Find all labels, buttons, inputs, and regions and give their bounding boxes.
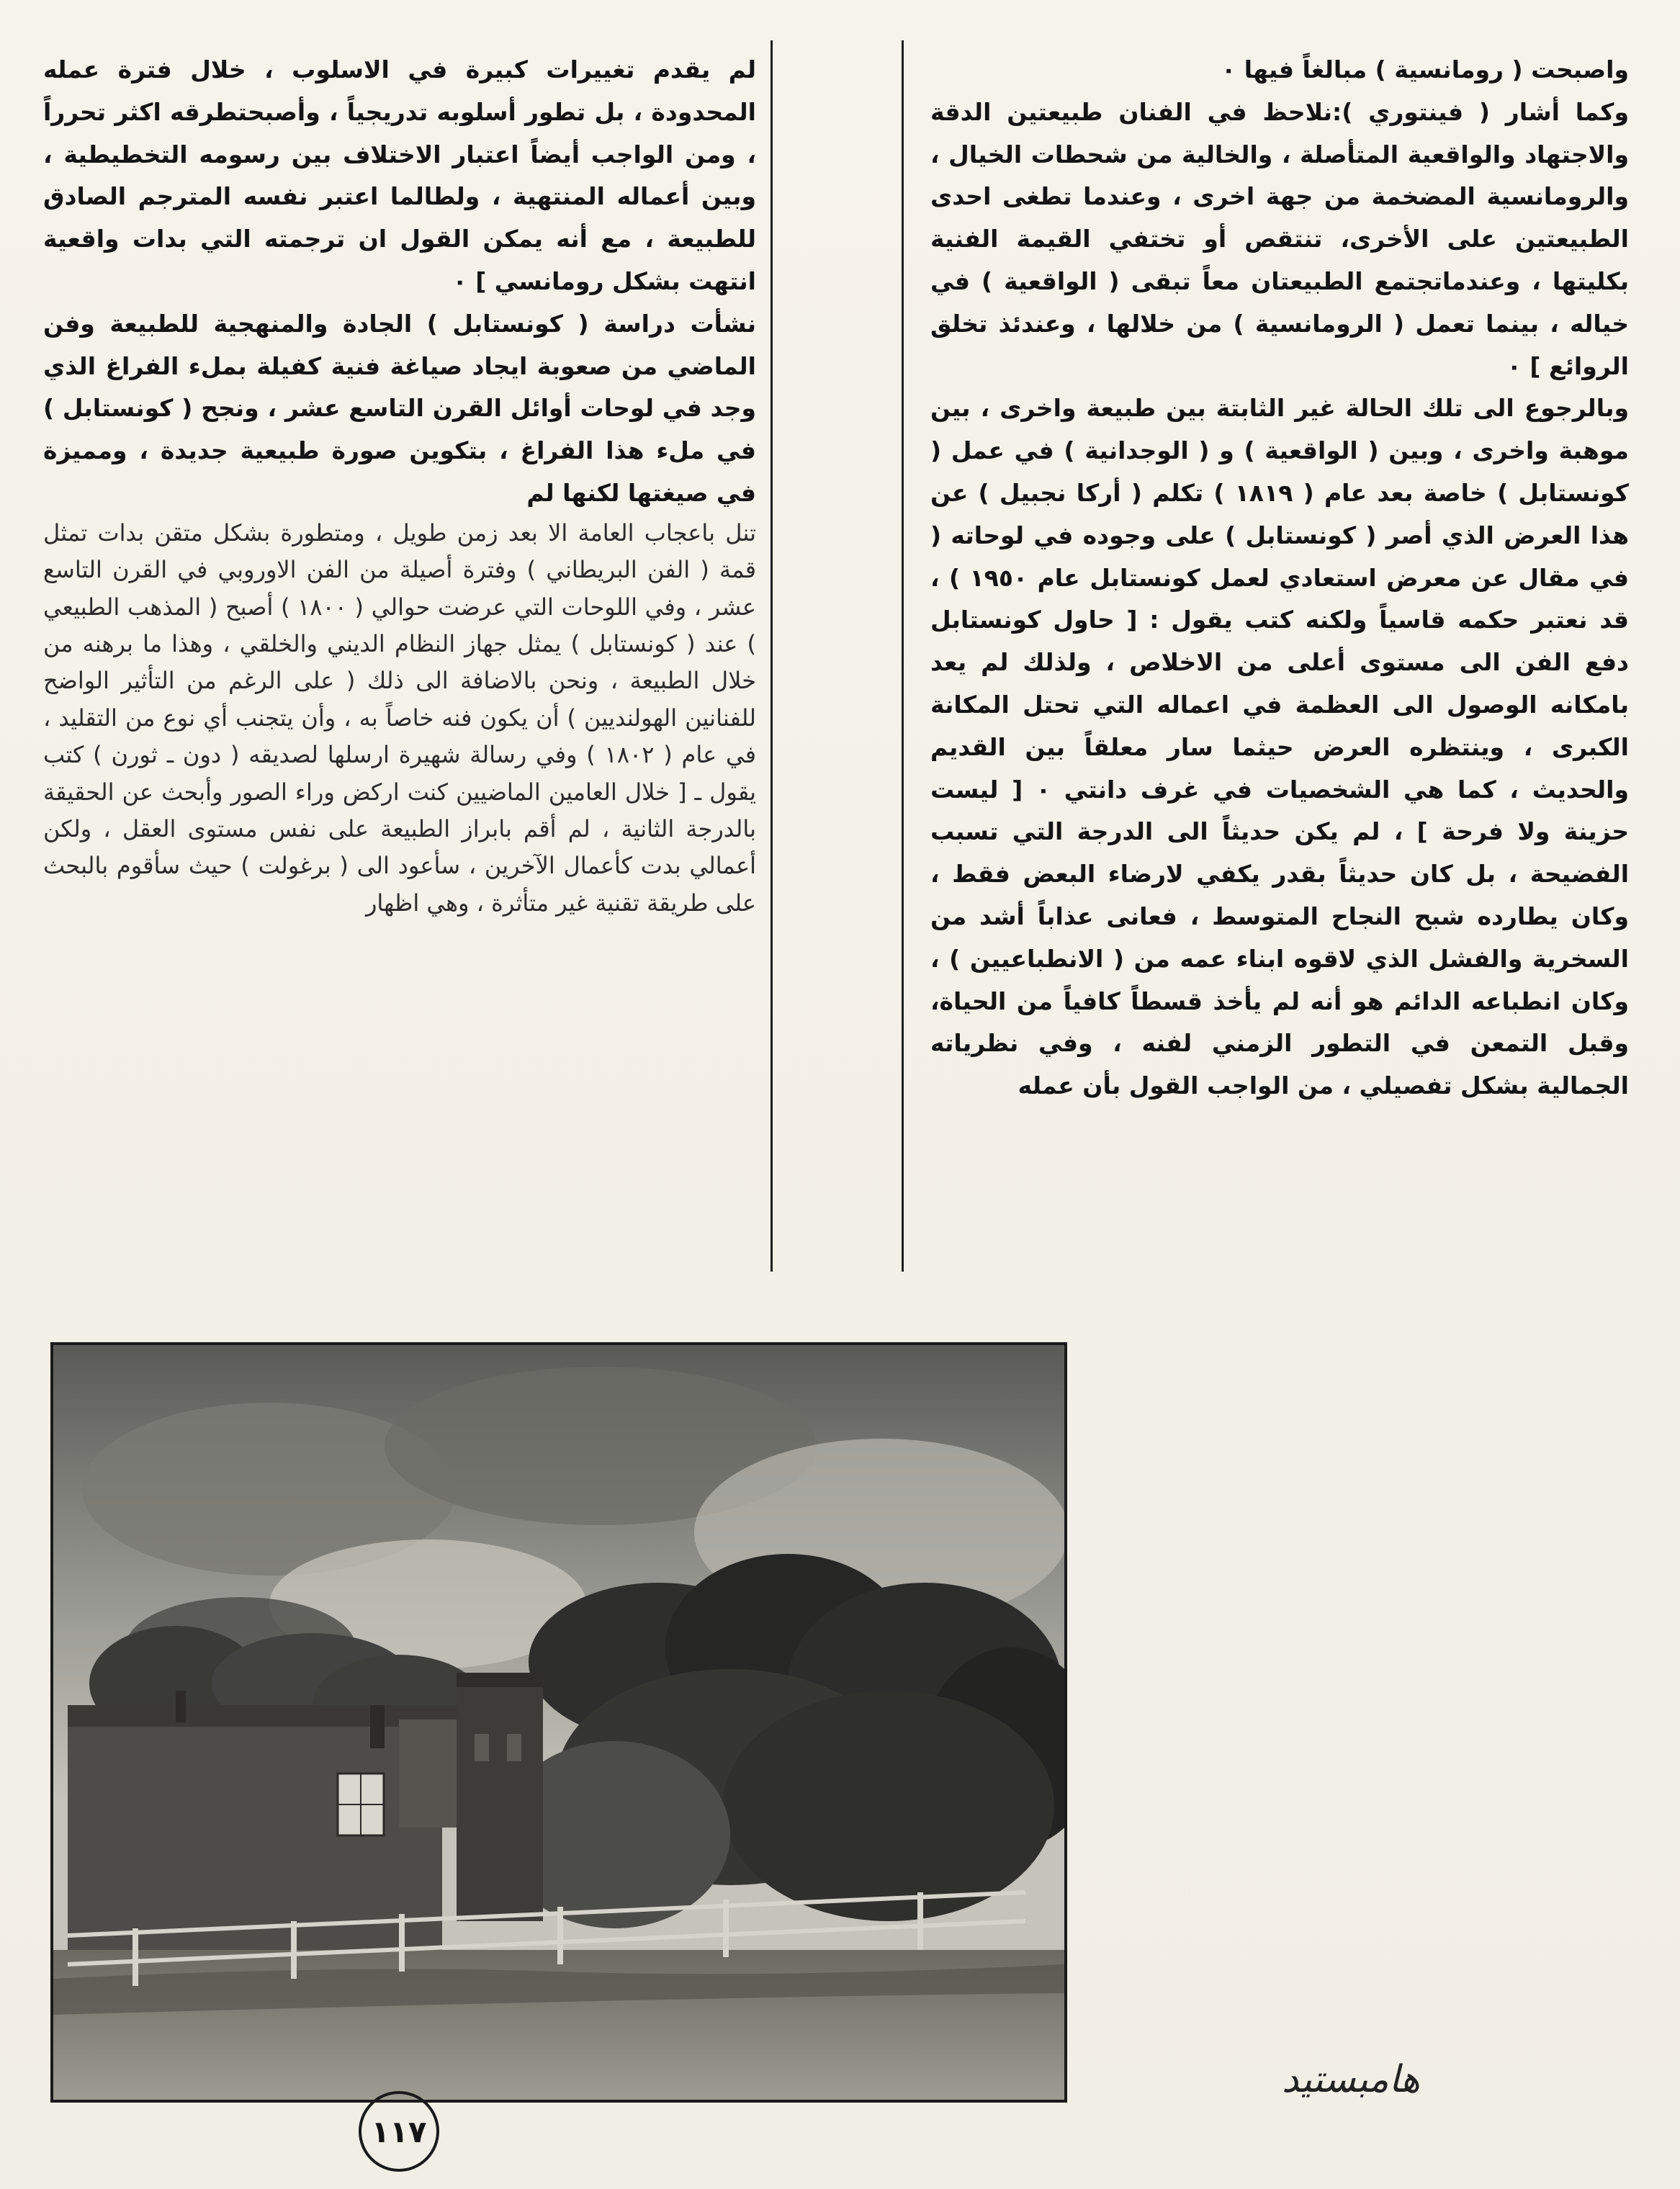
article-column-left <box>43 49 756 1273</box>
paragraph: وكما أشار ( فينتوري ):نلاحظ في الفنان طبيعتين الدقة والاجتهاد والواقعية المتأصلة ، والخالية من شحطات الخيال ، والرومانسية المضخمة من جهة اخرى ، وعندما تطغى احدى الطبيعتين على الأخرى، تنتقص أو تختفي القيمة الفنية بكليتها ، وعندماتجتمع الطبيعتان معاً تبقى ( الواقعية ) في خياله ، بينما تعمل ( الرومانسية ) من خلالها ، وعندئذ تخلق الروائع ] ٠ <box>930 97 1629 380</box>
painting-photo-hampstead <box>50 1342 1067 2103</box>
paragraph: واصبحت ( رومانسية ) مبالغاً فيها ٠ <box>1221 55 1629 84</box>
column-rule-right <box>902 40 904 1272</box>
column-rule-center <box>771 40 773 1272</box>
image-caption: هامبستيد <box>1282 2058 1420 2101</box>
page-number: ١١٧ <box>359 2091 439 2172</box>
paragraph: نشأت دراسة ( كونستابل ) الجادة والمنهجية للطبيعة وفن الماضي من صعوبة ايجاد صياغة فنية كفيلة بملء الفراغ الذي وجد في لوحات أوائل القرن التاسع عشر ، ونجح ( كونستابل ) في ملء هذا الفراغ ، بتكوين صورة طبيعية جديدة ، ومميزة في صيغتها لكنها لم <box>43 309 756 507</box>
article-column-right <box>930 49 1629 1273</box>
paragraph: لم يقدم تغييرات كبيرة في الاسلوب ، خلال فترة عمله المحدودة ، بل تطور أسلوبه تدريجياً ، وأصبحتطرقه اكثر تحرراً ، ومن الواجب أيضاً اعتبار الاختلاف بين رسومه التخطيطية ، وبين أعماله المنتهية ، ولطالما اعتبر نفسه المترجم الصادق للطبيعة ، مع أنه يمكن القول ان ترجمته التي بدات واقعية انتهت بشكل رومانسي ] ٠ <box>43 55 756 295</box>
paragraph: تنل باعجاب العامة الا بعد زمن طويل ، ومتطورة بشكل متقن بدات تمثل قمة ( الفن البريطاني ) وفترة أصيلة من الفن الاوروبي في القرن التاسع عشر ، وفي اللوحات التي عرضت حوالي ( ١٨٠٠ ) أصبح ( المذهب الطبيعي ) عند ( كونستابل ) يمثل جهاز النظام الديني والخلقي ، وهذا ما برهنه من خلال الطبيعة ، ونحن بالاضافة الى ذلك ( على الرغم من التأثير الواضح للفنانين الهولنديين ) أن يكون فنه خاصاً به ، وأن يتجنب أي نوع من التقليد ، في عام ( ١٨٠٢ ) وفي رسالة شهيرة ارسلها لصديقه ( دون ـ ثورن ) كتب يقول ـ [ خلال العامين الماضيين كنت اركض وراء الصور وأبحث عن الحقيقة بالدرجة الثانية ، لم أقم بابراز الطبيعة على نفس مستوى العقل ، ولكن أعمالي بدت كأعمال الآخرين ، سأعود الى ( برغولت ) حيث سأقوم بالبحث على طريقة تقنية غير متأثرة ، وهي اظهار <box>43 518 756 917</box>
paragraph: وبالرجوع الى تلك الحالة غير الثابتة بين طبيعة واخرى ، بين موهبة واخرى ، وبين ( الواقعية ) و ( الوجدانية ) في عمل ( كونستابل ) خاصة بعد عام ( ١٨١٩ ) تكلم ( أركا نجبيل ) عن هذا العرض الذي أصر ( كونستابل ) على وجوده في لوحاته ( في مقال عن معرض استعادي لعمل كونستابل عام ١٩٥٠ ) ، قد نعتبر حكمه قاسياً ولكنه كتب يقول : [ حاول كونستابل دفع الفن الى مستوى أعلى من الاخلاص ، ولذلك لم يعد بامكانه الوصول الى العظمة في اعماله التي تحتل المكانة الكبرى ، وينتظره العرض حيثما سار معلقاً بين القديم والحديث ، كما هي الشخصيات في غرف دانتي ٠ [ ليست حزينة ولا فرحة ] ، لم يكن حديثاً الى الدرجة التي تسبب الفضيحة ، بل كان حديثاً بقدر يكفي لارضاء البعض فقط ، وكان يطارده شبح النجاح المتوسط ، فعانى عذاباً أشد من السخرية والفشل الذي لاقوه ابناء عمه من ( الانطباعيين ) ، وكان انطباعه الدائم هو أنه لم يأخذ قسطاً كافياً من الحياة، وقبل التمعن في التطور الزمني لفنه ، وفي نظرياته الجمالية بشكل تفصيلي ، من الواجب القول بأن عمله <box>930 394 1629 1100</box>
